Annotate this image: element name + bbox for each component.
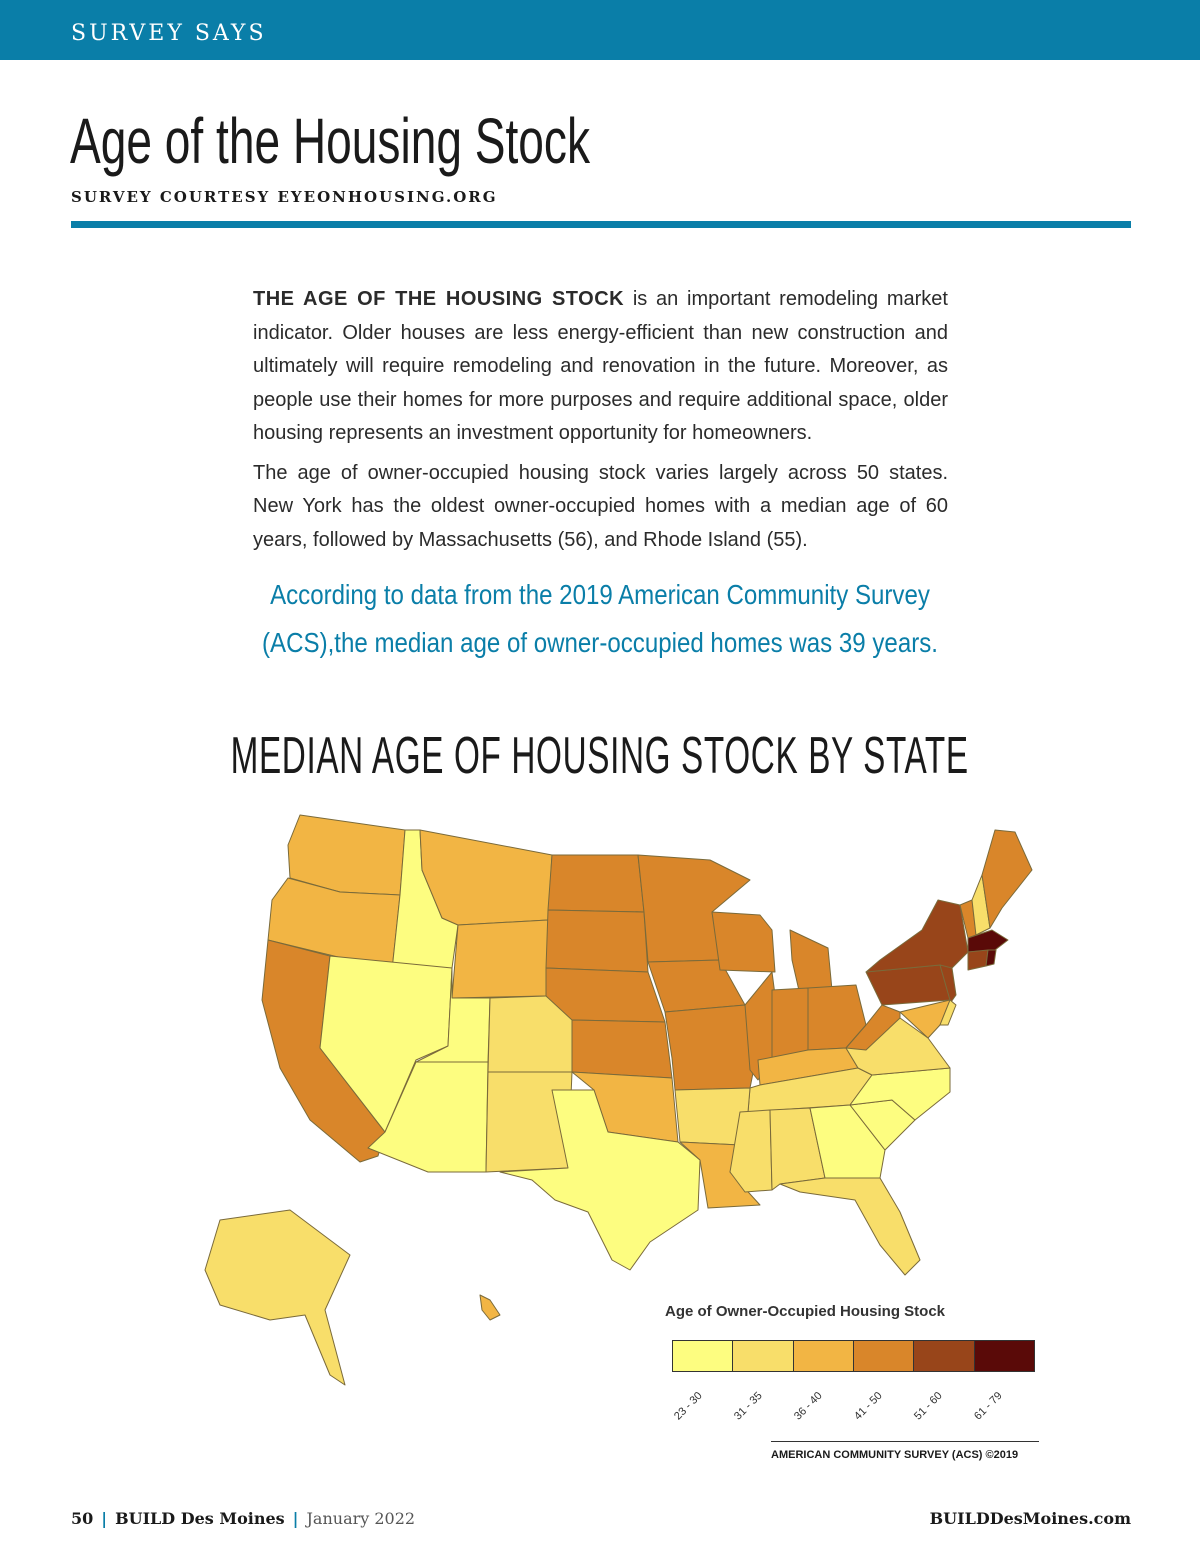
footer-separator: | [292, 1509, 299, 1528]
legend-label-5: 51 - 60 [912, 1389, 945, 1423]
publication-name: BUILD Des Moines [115, 1509, 285, 1528]
legend-swatch-5 [914, 1341, 974, 1371]
legend-label-4: 41 - 50 [852, 1389, 885, 1423]
legend-swatch-6 [975, 1341, 1034, 1371]
pull-quote-line-2: (ACS),the median age of owner-occupied homes was 39 years. [262, 627, 938, 658]
pull-quote-line-1: According to data from the 2019 American Community Survey [270, 579, 930, 610]
legend-label-3: 36 - 40 [792, 1389, 825, 1423]
state-hawaii [480, 1295, 500, 1320]
paragraph-1 [253, 283, 948, 451]
state-maine [982, 830, 1032, 928]
source-divider [771, 1441, 1039, 1442]
state-indiana [772, 988, 808, 1060]
source-credit: AMERICAN COMMUNITY SURVEY (ACS) ©2019 [771, 1449, 1019, 1461]
article-body [253, 283, 948, 563]
paragraph-2: The age of owner-occupied housing stock varies largely across 50 states. New York has the oldest owner-occupied homes with a median age of 60 years, followed by Massachusetts (56), and Rhode Island (55). [253, 461, 948, 551]
page-number: 50 [71, 1509, 94, 1528]
legend-swatch-1 [673, 1341, 733, 1371]
footer-website: BUILDDesMoines.com [929, 1509, 1131, 1528]
lead-in: THE AGE OF THE HOUSING STOCK [253, 288, 625, 310]
state-connecticut [968, 950, 988, 970]
legend-swatch-2 [733, 1341, 793, 1371]
state-north-dakota [548, 855, 644, 912]
state-missouri [665, 1005, 758, 1090]
state-michigan [790, 930, 832, 995]
state-montana [420, 830, 552, 925]
legend-label-1: 23 - 30 [672, 1389, 705, 1423]
state-new-york [866, 900, 968, 972]
state-florida [780, 1178, 920, 1275]
paragraph-1-text: is an important remodeling market indicator. Older houses are less energy-efficient than new construction and ultimately will require remodeling and renovation in the future. Moreover, as people use their homes for more purposes and require additional space, older housing represents an investment opportunity for homeowners. [253, 288, 948, 444]
section-label: SURVEY SAYS [71, 21, 267, 46]
survey-courtesy: SURVEY COURTESY EYEONHOUSING.ORG [71, 188, 498, 206]
pull-quote [256, 571, 944, 667]
title-divider [71, 221, 1131, 228]
legend-title: Age of Owner-Occupied Housing Stock [665, 1303, 946, 1320]
state-alaska [205, 1210, 350, 1385]
state-wyoming [452, 920, 548, 998]
legend-label-2: 31 - 35 [732, 1389, 765, 1423]
footer-left [71, 1509, 415, 1528]
footer-separator: | [101, 1509, 108, 1528]
state-south-dakota [546, 910, 648, 972]
state-wisconsin [712, 912, 775, 972]
state-kansas [572, 1020, 672, 1078]
page-title: Age of the Housing Stock [70, 105, 590, 177]
map-title [0, 726, 1200, 786]
map-title-text: MEDIAN AGE OF HOUSING STOCK BY STATE [230, 727, 970, 785]
state-rhode-island [986, 950, 996, 966]
legend-swatch-3 [794, 1341, 854, 1371]
legend-swatch-4 [854, 1341, 914, 1371]
section-banner [0, 0, 1200, 60]
legend-labels [672, 1380, 1035, 1423]
issue-date: January 2022 [306, 1509, 416, 1528]
legend-bar [672, 1340, 1035, 1372]
legend-label-6: 61 - 79 [972, 1389, 1005, 1423]
